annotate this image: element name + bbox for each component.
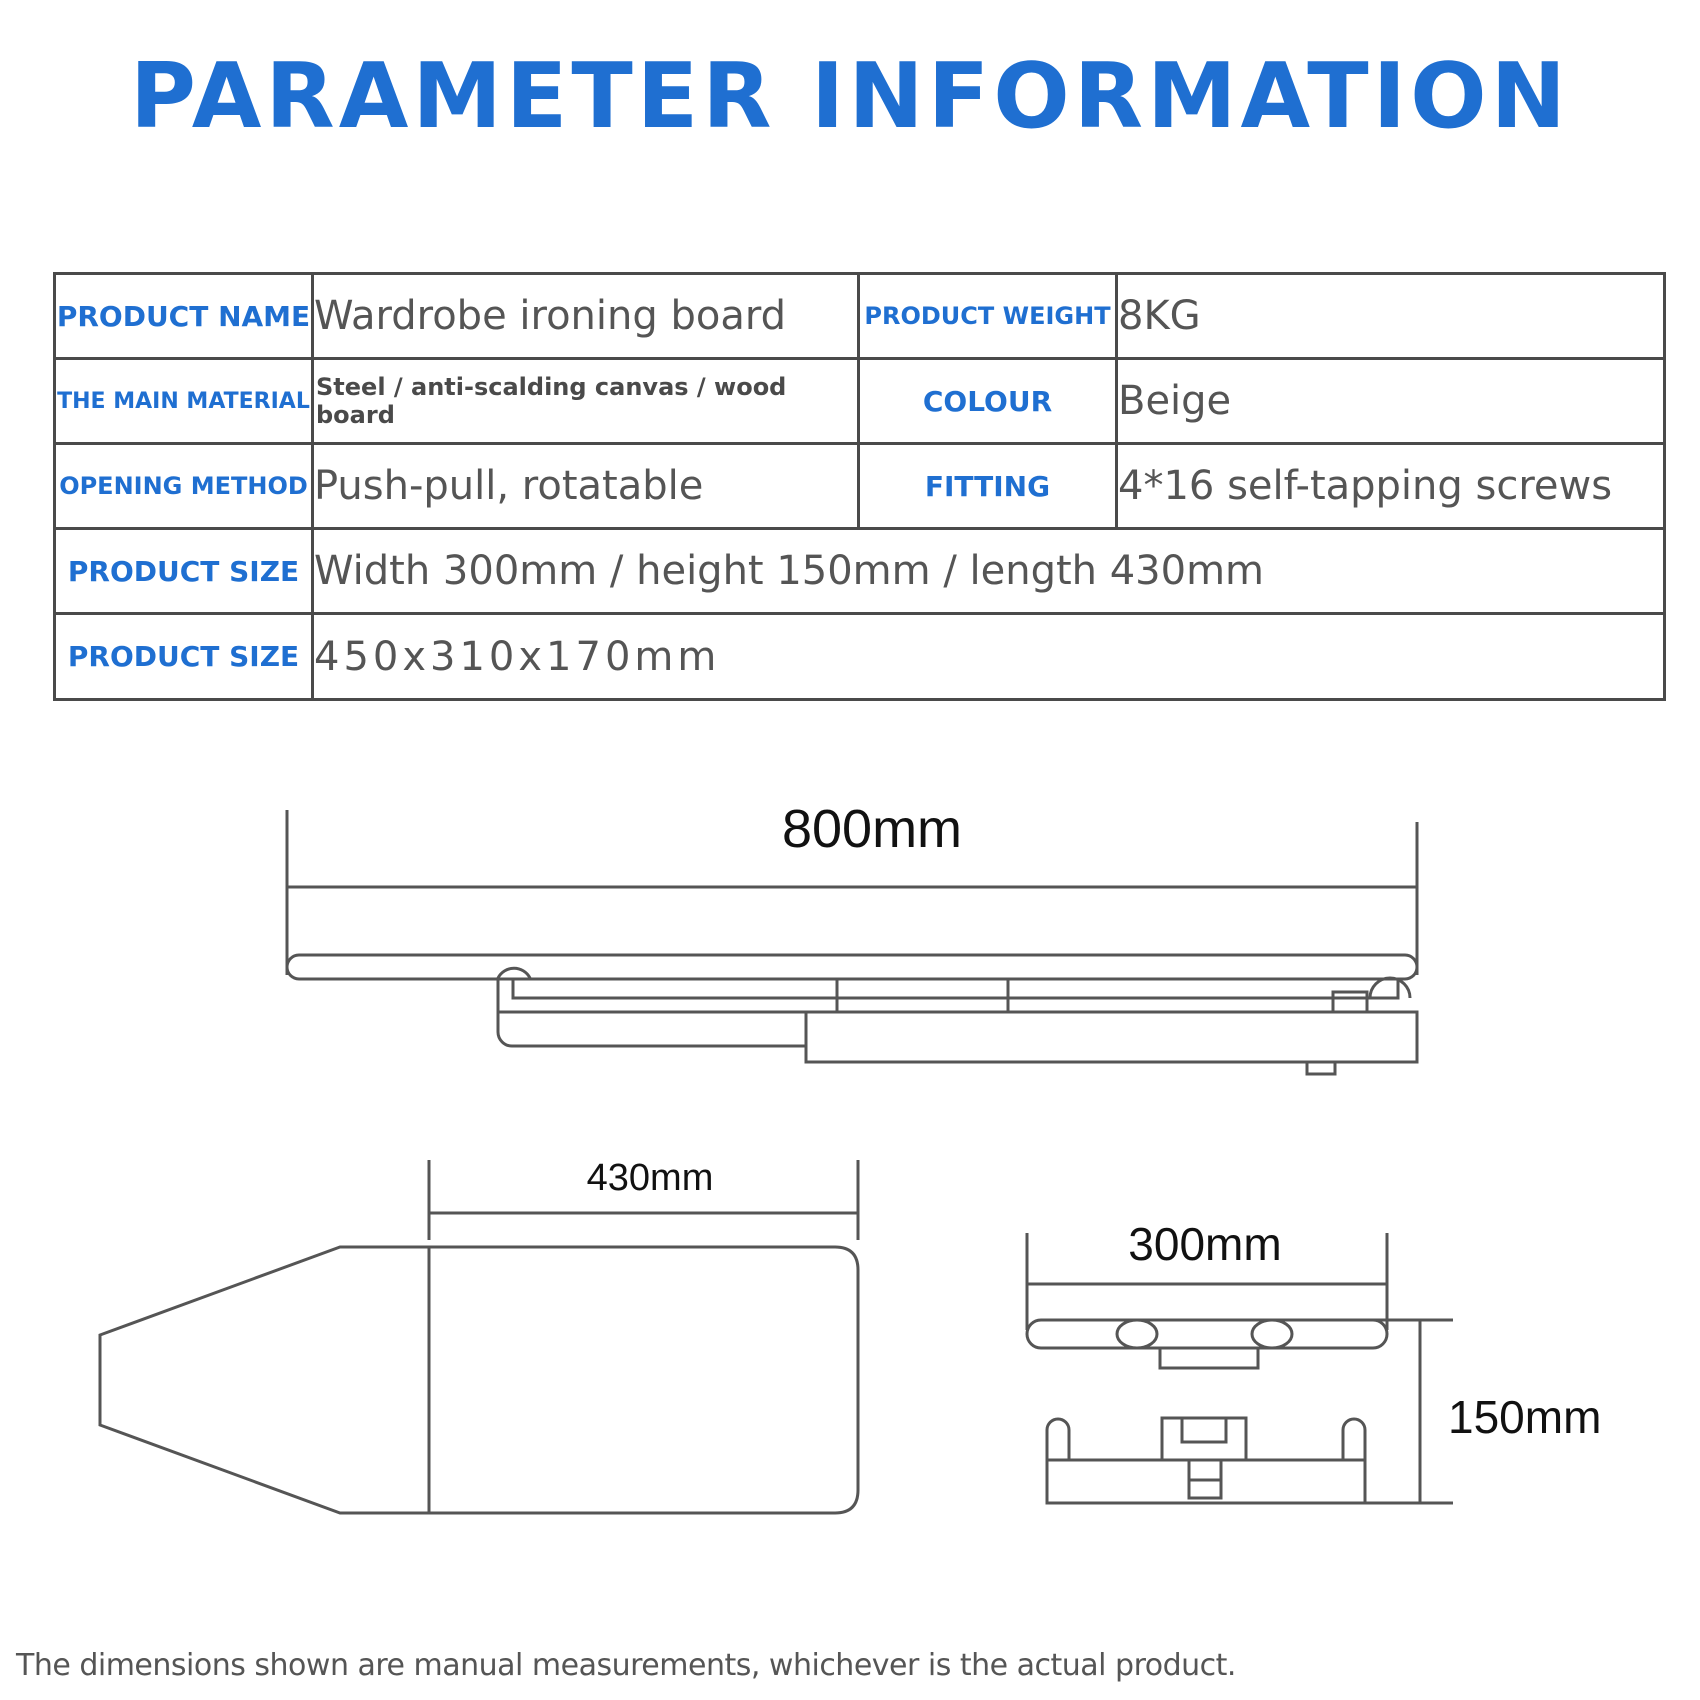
fitting-value: 4*16 self-tapping screws <box>1117 444 1665 529</box>
product-weight-value: 8KG <box>1117 274 1665 359</box>
end-view <box>1027 1233 1453 1503</box>
colour-label: COLOUR <box>859 359 1117 444</box>
package-size-value: 450x310x170mm <box>313 614 1665 700</box>
overall-length-label: 800mm <box>781 799 963 859</box>
board-length-label: 430mm <box>586 1157 714 1199</box>
main-material-label: THE MAIN MATERIAL <box>55 359 313 444</box>
board-top-view <box>100 1247 858 1513</box>
product-weight-label: PRODUCT WEIGHT <box>859 274 1117 359</box>
side-view-board <box>287 955 1417 1074</box>
main-material-value: Steel / anti-scalding canvas / wood board <box>313 359 859 444</box>
product-size-label: PRODUCT SIZE <box>55 529 313 614</box>
product-name-label: PRODUCT NAME <box>55 274 313 359</box>
page-title: PARAMETER INFORMATION <box>130 44 1570 149</box>
fitting-label: FITTING <box>859 444 1117 529</box>
footnote: The dimensions shown are manual measurements, whichever is the actual product. <box>16 1648 1236 1683</box>
product-name-value: Wardrobe ironing board <box>313 274 859 359</box>
colour-value: Beige <box>1117 359 1665 444</box>
width-label: 300mm <box>1128 1218 1282 1270</box>
opening-method-label: OPENING METHOD <box>55 444 313 529</box>
opening-method-value: Push-pull, rotatable <box>313 444 859 529</box>
package-size-label: PRODUCT SIZE <box>55 614 313 700</box>
product-size-value: Width 300mm / height 150mm / length 430mm <box>313 529 1665 614</box>
height-label: 150mm <box>1448 1391 1602 1443</box>
